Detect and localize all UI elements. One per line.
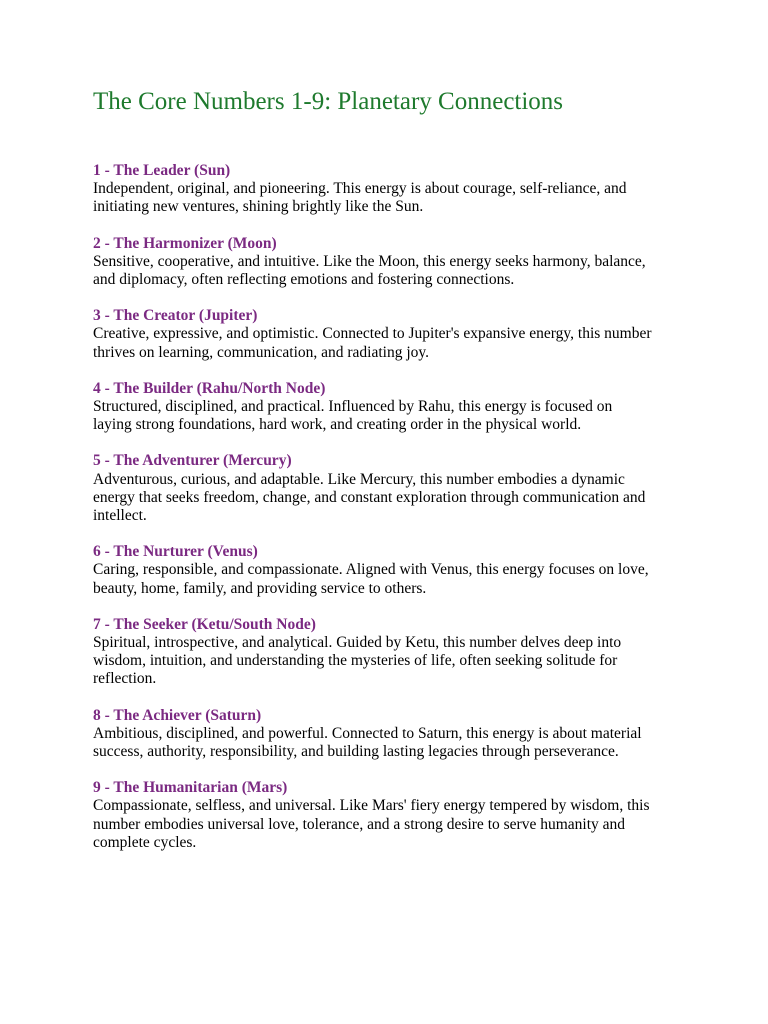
entry-heading: 1 - The Leader (Sun) (93, 162, 231, 179)
entry-description: Independent, original, and pioneering. This energy is about courage, self-reliance, and initiating new ventures, shining brightly like the Sun. (93, 180, 627, 216)
number-entry-6 (93, 543, 653, 598)
entry-description: Creative, expressive, and optimistic. Connected to Jupiter's expansive energy, this number thrives on learning, communication, and radiating joy. (93, 325, 652, 361)
entry-description: Spiritual, introspective, and analytical. Guided by Ketu, this number delves deep into wisdom, intuition, and understanding the mysteries of life, often seeking solitude for reflection. (93, 634, 622, 688)
entry-heading: 2 - The Harmonizer (Moon) (93, 234, 277, 252)
entry-description: Structured, disciplined, and practical. Influenced by Rahu, this energy is focused on laying strong foundations, hard work, and creating order in the physical world. (93, 398, 613, 434)
entry-heading: 7 - The Seeker (Ketu/South Node) (93, 615, 316, 633)
entry-heading: 9 - The Humanitarian (Mars) (93, 779, 288, 797)
core-numbers-list (93, 162, 653, 852)
number-entry-7 (93, 616, 653, 689)
entry-description: Ambitious, disciplined, and powerful. Connected to Saturn, this energy is about material success, authority, responsibility, and building lasting legacies through perseverance. (93, 724, 642, 761)
page-title: The Core Numbers 1-9: Planetary Connections (93, 88, 564, 115)
entry-description: Caring, responsible, and compassionate. Aligned with Venus, this energy focuses on love, beauty, home, family, and providing service to others. (93, 561, 649, 597)
entry-heading: 4 - The Builder (Rahu/North Node) (93, 379, 326, 397)
entry-heading: 8 - The Achiever (Saturn) (93, 706, 262, 724)
number-entry-2 (93, 235, 653, 290)
entry-heading: 5 - The Adventurer (Mercury) (93, 452, 292, 470)
number-entry-9 (93, 779, 653, 852)
number-entry-5 (93, 452, 653, 525)
number-entry-1 (93, 162, 653, 217)
entry-description: Compassionate, selfless, and universal. Like Mars' fiery energy tempered by wisdom, this number embodies universal love, tolerance, and a strong desire to serve humanity and complete cycles. (93, 797, 650, 851)
entry-heading: 6 - The Nurturer (Venus) (93, 543, 258, 561)
entry-description: Sensitive, cooperative, and intuitive. Like the Moon, this energy seeks harmony, balance, and diplomacy, often reflecting emotions and fostering connections. (93, 252, 646, 289)
document-page (93, 86, 653, 870)
number-entry-4 (93, 380, 653, 435)
number-entry-3 (93, 307, 653, 362)
entry-heading: 3 - The Creator (Jupiter) (93, 307, 258, 325)
number-entry-8 (93, 707, 653, 762)
entry-description: Adventurous, curious, and adaptable. Like Mercury, this number embodies a dynamic energy that seeks freedom, change, and constant exploration through communication and intellect. (93, 470, 646, 525)
